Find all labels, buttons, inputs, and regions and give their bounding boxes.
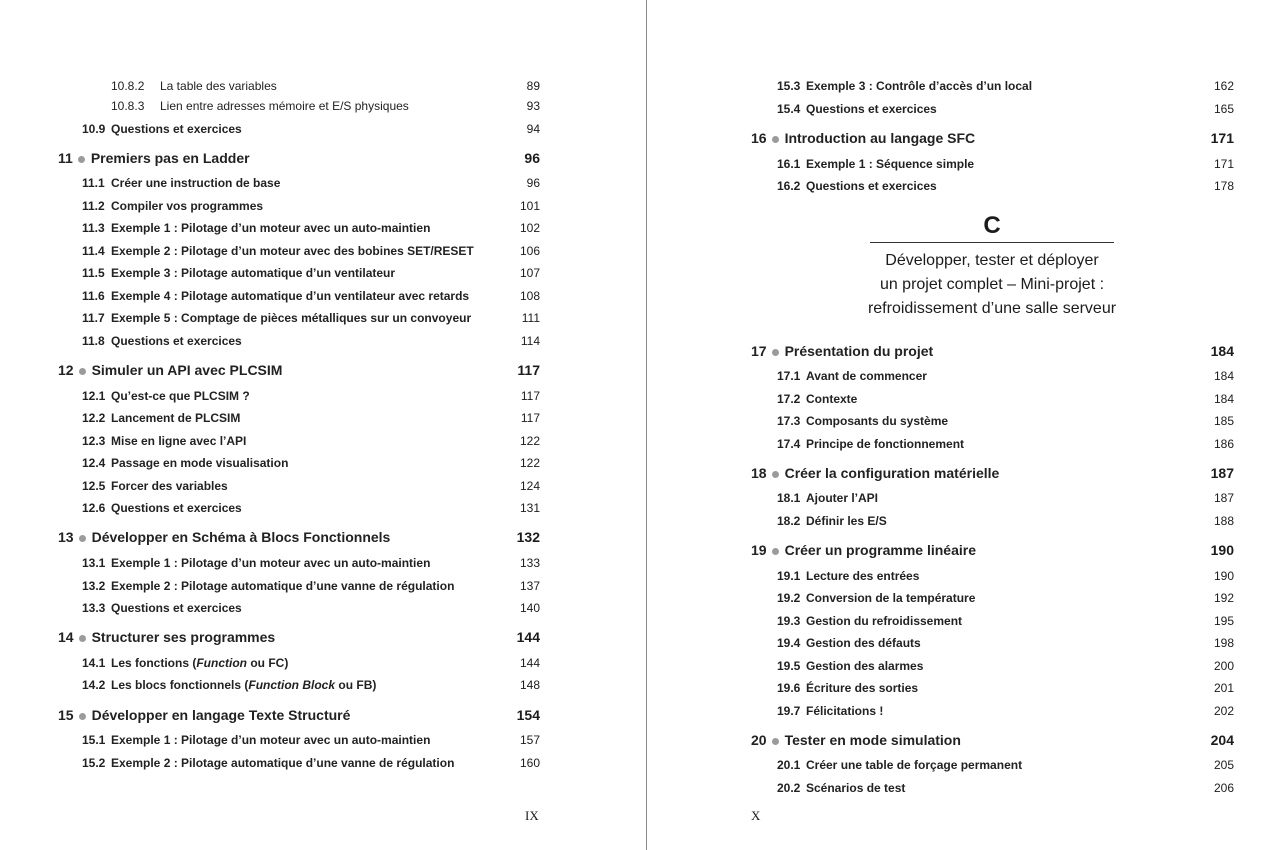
toc-section-entry bbox=[777, 511, 1234, 531]
toc-title: Créer un programme linéaire bbox=[784, 542, 976, 558]
toc-number: 16 bbox=[751, 130, 767, 146]
toc-title: Tester en mode simulation bbox=[784, 732, 961, 748]
toc-page-number: 96 bbox=[526, 176, 540, 190]
toc-page-number: 188 bbox=[1213, 514, 1234, 528]
toc-number: 13.3 bbox=[82, 601, 106, 615]
toc-section-entry bbox=[82, 576, 540, 596]
toc-number: 19.5 bbox=[777, 659, 801, 673]
toc-chapter-entry bbox=[751, 728, 1234, 752]
toc-section-entry bbox=[82, 753, 540, 773]
toc-chapter-entry bbox=[751, 538, 1234, 562]
toc-section-entry bbox=[777, 588, 1234, 608]
toc-number: 18.2 bbox=[777, 514, 801, 528]
toc-page-number: 106 bbox=[519, 244, 540, 258]
toc-number: 19.3 bbox=[777, 614, 801, 628]
toc-number: 15.4 bbox=[777, 102, 801, 116]
toc-page-number: 171 bbox=[1213, 157, 1234, 171]
toc-title: Composants du système bbox=[806, 414, 949, 428]
toc-number: 19.4 bbox=[777, 636, 801, 650]
toc-section-entry bbox=[82, 598, 540, 618]
toc-section-entry bbox=[82, 119, 540, 139]
toc-number: 19.2 bbox=[777, 591, 801, 605]
toc-title: Exemple 2 : Pilotage automatique d’une vanne de régulation bbox=[111, 756, 455, 770]
toc-page-number: 101 bbox=[519, 199, 540, 213]
toc-page-number: 140 bbox=[519, 601, 540, 615]
toc-title: Exemple 3 : Pilotage automatique d’un ventilateur bbox=[111, 266, 396, 280]
toc-title: Qu’est-ce que PLCSIM ? bbox=[111, 389, 250, 403]
toc-page-number: 192 bbox=[1213, 591, 1234, 605]
toc-section-entry bbox=[777, 678, 1234, 698]
toc-page-number: 154 bbox=[516, 707, 540, 723]
toc-section-entry bbox=[777, 411, 1234, 431]
toc-title-part: ou FB) bbox=[335, 678, 377, 692]
toc-title: Mise en ligne avec l’API bbox=[111, 434, 247, 448]
toc-section-entry bbox=[777, 755, 1234, 775]
toc-number: 12.2 bbox=[82, 411, 106, 425]
toc-title: Gestion du refroidissement bbox=[806, 614, 963, 628]
toc-number: 10.8.2 bbox=[111, 79, 145, 93]
toc-title: Exemple 1 : Séquence simple bbox=[806, 157, 975, 171]
toc-number: 19.6 bbox=[777, 681, 801, 695]
toc-page-number: 111 bbox=[521, 311, 540, 325]
toc-title: Conversion de la température bbox=[806, 591, 976, 605]
toc-number: 13 bbox=[58, 529, 74, 545]
toc-page-number: 132 bbox=[516, 529, 540, 545]
toc-title: Forcer des variables bbox=[111, 479, 228, 493]
toc-number: 11.3 bbox=[82, 221, 105, 235]
toc-page-number: 160 bbox=[519, 756, 540, 770]
toc-section-entry bbox=[82, 476, 540, 496]
toc-section-entry bbox=[82, 331, 540, 351]
toc-section-entry bbox=[777, 389, 1234, 409]
toc-section-entry bbox=[82, 218, 540, 238]
toc-section-entry bbox=[82, 453, 540, 473]
toc-section-entry bbox=[777, 611, 1234, 631]
toc-title: Scénarios de test bbox=[806, 781, 906, 795]
toc-title: Questions et exercices bbox=[111, 501, 242, 515]
toc-page-number: 122 bbox=[519, 434, 540, 448]
toc-title: Écriture des sorties bbox=[806, 681, 919, 695]
toc-title: Questions et exercices bbox=[806, 102, 937, 116]
toc-page-number: 171 bbox=[1210, 130, 1234, 146]
toc-chapter-entry bbox=[58, 525, 540, 549]
toc-section-entry bbox=[82, 263, 540, 283]
toc-page-number: 185 bbox=[1213, 414, 1234, 428]
toc-section-entry bbox=[777, 154, 1234, 174]
toc-title: Développer en langage Texte Structuré bbox=[91, 707, 351, 723]
toc-number: 19 bbox=[751, 542, 767, 558]
toc-number: 17 bbox=[751, 343, 767, 359]
part-rule bbox=[870, 242, 1114, 243]
toc-title: Exemple 1 : Pilotage d’un moteur avec un auto-maintien bbox=[111, 221, 431, 235]
toc-number: 13.1 bbox=[82, 556, 106, 570]
toc-number: 11.5 bbox=[82, 266, 105, 280]
toc-page-number: 200 bbox=[1213, 659, 1234, 673]
toc-chapter-entry bbox=[58, 146, 540, 170]
toc-title: Structurer ses programmes bbox=[91, 629, 276, 645]
part-title-line: refroidissement d’une salle serveur bbox=[867, 300, 1117, 317]
bullet-dot-icon bbox=[772, 349, 779, 356]
toc-number: 11.1 bbox=[82, 176, 105, 190]
toc-title: Développer en Schéma à Blocs Fonctionnels bbox=[91, 529, 391, 545]
toc-number: 11.7 bbox=[82, 311, 105, 325]
toc-page-number: 165 bbox=[1213, 102, 1234, 116]
toc-title: Créer une instruction de base bbox=[111, 176, 281, 190]
toc-section-entry bbox=[82, 431, 540, 451]
toc-title: La table des variables bbox=[160, 79, 277, 93]
toc-number: 20.2 bbox=[777, 781, 801, 795]
toc-number: 12.1 bbox=[82, 389, 106, 403]
toc-title: Exemple 1 : Pilotage d’un moteur avec un auto-maintien bbox=[111, 556, 431, 570]
toc-title: Questions et exercices bbox=[111, 601, 242, 615]
toc-chapter-entry bbox=[58, 625, 540, 649]
toc-page-number: 96 bbox=[524, 150, 540, 166]
toc-number: 11.2 bbox=[82, 199, 105, 213]
toc-title: Simuler un API avec PLCSIM bbox=[91, 362, 283, 378]
toc-number: 15.3 bbox=[777, 79, 801, 93]
toc-number: 17.3 bbox=[777, 414, 801, 428]
part-letter: C bbox=[983, 212, 1001, 239]
toc-page-number: 117 bbox=[517, 362, 540, 378]
toc-section-entry bbox=[111, 96, 540, 116]
toc-section-entry bbox=[82, 675, 540, 695]
toc-section-entry bbox=[777, 656, 1234, 676]
toc-page-number: 186 bbox=[1213, 437, 1234, 451]
toc-chapter-entry bbox=[751, 461, 1234, 485]
bullet-dot-icon bbox=[772, 548, 779, 555]
toc-section-entry bbox=[777, 633, 1234, 653]
toc-page-number: 117 bbox=[520, 411, 540, 425]
toc-title: Exemple 5 : Comptage de pièces métalliques sur un convoyeur bbox=[111, 311, 472, 325]
toc-title: Questions et exercices bbox=[806, 179, 937, 193]
toc-page-number: 162 bbox=[1213, 79, 1234, 93]
part-heading bbox=[867, 212, 1117, 321]
toc-section-entry bbox=[777, 176, 1234, 196]
toc-number: 13.2 bbox=[82, 579, 106, 593]
bullet-dot-icon bbox=[79, 535, 86, 542]
bullet-dot-icon bbox=[772, 136, 779, 143]
toc-number: 18.1 bbox=[777, 491, 801, 505]
toc-page-number: 187 bbox=[1210, 465, 1234, 481]
toc-chapter-entry bbox=[58, 703, 540, 727]
toc-section-entry bbox=[777, 488, 1234, 508]
toc-title: Passage en mode visualisation bbox=[111, 456, 289, 470]
toc-number: 11.8 bbox=[82, 334, 105, 348]
toc-chapter-entry bbox=[58, 358, 540, 382]
toc-number: 12 bbox=[58, 362, 74, 378]
toc-page-number: 108 bbox=[519, 289, 540, 303]
toc-number: 17.1 bbox=[777, 369, 801, 383]
part-title bbox=[867, 249, 1117, 321]
toc-number: 12.6 bbox=[82, 501, 106, 515]
toc-page-number: 122 bbox=[519, 456, 540, 470]
toc-page-number: 137 bbox=[519, 579, 540, 593]
toc-number: 16.2 bbox=[777, 179, 801, 193]
toc-title: Ajouter l’API bbox=[806, 491, 879, 505]
toc-page-number: 190 bbox=[1210, 542, 1234, 558]
toc-number: 20 bbox=[751, 732, 767, 748]
toc-number: 19.7 bbox=[777, 704, 801, 718]
toc-title: Lecture des entrées bbox=[806, 569, 920, 583]
toc-chapter-entry bbox=[751, 339, 1234, 363]
toc-title: Félicitations ! bbox=[806, 704, 884, 718]
toc-page-number: 205 bbox=[1213, 758, 1234, 772]
toc-number: 15.1 bbox=[82, 733, 106, 747]
toc-page-number: 124 bbox=[519, 479, 540, 493]
toc-page-number: 89 bbox=[526, 79, 540, 93]
toc-section-entry bbox=[777, 434, 1234, 454]
toc-title: Exemple 1 : Pilotage d’un moteur avec un auto-maintien bbox=[111, 733, 431, 747]
toc-number: 15.2 bbox=[82, 756, 106, 770]
bullet-dot-icon bbox=[78, 156, 85, 163]
toc-number: 12.4 bbox=[82, 456, 106, 470]
toc-number: 14 bbox=[58, 629, 74, 645]
toc-page-number: 195 bbox=[1213, 614, 1234, 628]
bullet-dot-icon bbox=[772, 471, 779, 478]
toc-section-entry bbox=[777, 701, 1234, 721]
toc-title: Exemple 2 : Pilotage d’un moteur avec des bobines SET/RESET bbox=[111, 244, 474, 258]
toc-title: Questions et exercices bbox=[111, 334, 242, 348]
toc-page-number: 204 bbox=[1210, 732, 1234, 748]
toc-section-entry bbox=[82, 286, 540, 306]
toc-page-number: 114 bbox=[520, 334, 540, 348]
page-number-right: X bbox=[751, 808, 761, 823]
toc-number: 18 bbox=[751, 465, 767, 481]
right-page bbox=[647, 0, 1284, 850]
bullet-dot-icon bbox=[772, 738, 779, 745]
toc-number: 14.2 bbox=[82, 678, 106, 692]
toc-page-number: 93 bbox=[526, 99, 540, 113]
toc-title: Lancement de PLCSIM bbox=[111, 411, 241, 425]
toc-section-entry bbox=[82, 498, 540, 518]
bullet-dot-icon bbox=[79, 368, 86, 375]
toc-page-number: 187 bbox=[1213, 491, 1234, 505]
toc-section-entry bbox=[777, 76, 1234, 96]
toc-page-number: 107 bbox=[519, 266, 540, 280]
toc-title: Créer une table de forçage permanent bbox=[806, 758, 1023, 772]
toc-title: Créer la configuration matérielle bbox=[784, 465, 1000, 481]
toc-section-entry bbox=[777, 99, 1234, 119]
toc-title bbox=[111, 653, 288, 673]
page-number-left: IX bbox=[525, 808, 539, 823]
toc-page-number: 148 bbox=[519, 678, 540, 692]
toc-number: 11.4 bbox=[82, 244, 105, 258]
toc-title: Exemple 3 : Contrôle d’accès d’un local bbox=[806, 79, 1033, 93]
toc-section-entry bbox=[82, 653, 540, 673]
toc-chapter-entry bbox=[751, 126, 1234, 150]
toc-section-entry bbox=[777, 366, 1234, 386]
toc-number: 10.9 bbox=[82, 122, 106, 136]
toc-section-entry bbox=[82, 730, 540, 750]
toc-page-number: 144 bbox=[519, 656, 540, 670]
toc-section-entry bbox=[82, 308, 540, 328]
toc-title-italic: Function bbox=[196, 656, 247, 670]
toc-page-number: 198 bbox=[1213, 636, 1234, 650]
toc-number: 16.1 bbox=[777, 157, 801, 171]
toc-title bbox=[111, 675, 376, 695]
toc-section-entry bbox=[82, 196, 540, 216]
toc-section-entry bbox=[82, 386, 540, 406]
toc-number: 12.5 bbox=[82, 479, 106, 493]
toc-number: 17.2 bbox=[777, 392, 801, 406]
toc-number: 11.6 bbox=[82, 289, 105, 303]
toc-title: Définir les E/S bbox=[806, 514, 887, 528]
toc-page-number: 131 bbox=[519, 501, 540, 515]
toc-section-entry bbox=[82, 241, 540, 261]
toc-title: Présentation du projet bbox=[784, 343, 934, 359]
toc-title: Questions et exercices bbox=[111, 122, 242, 136]
toc-number: 17.4 bbox=[777, 437, 801, 451]
toc-title: Exemple 4 : Pilotage automatique d’un ventilateur avec retards bbox=[111, 289, 470, 303]
toc-number: 12.3 bbox=[82, 434, 106, 448]
toc-title: Gestion des défauts bbox=[806, 636, 921, 650]
part-title-line: Développer, tester et déployer bbox=[885, 252, 1099, 269]
toc-page-number: 201 bbox=[1213, 681, 1234, 695]
toc-page-number: 133 bbox=[519, 556, 540, 570]
toc-page-number: 190 bbox=[1213, 569, 1234, 583]
toc-title-italic: Function Block bbox=[248, 678, 336, 692]
toc-section-entry bbox=[82, 553, 540, 573]
toc-section-entry bbox=[111, 76, 540, 96]
toc-number: 10.8.3 bbox=[111, 99, 145, 113]
toc-page-number: 184 bbox=[1210, 343, 1234, 359]
toc-title: Avant de commencer bbox=[806, 369, 927, 383]
toc-title-part: Les blocs fonctionnels ( bbox=[111, 678, 249, 692]
toc-title: Contexte bbox=[806, 392, 858, 406]
toc-page-number: 157 bbox=[519, 733, 540, 747]
toc-title: Lien entre adresses mémoire et E/S physiques bbox=[160, 99, 409, 113]
toc-title: Compiler vos programmes bbox=[111, 199, 264, 213]
toc-title: Exemple 2 : Pilotage automatique d’une vanne de régulation bbox=[111, 579, 455, 593]
toc-title-part: Les fonctions ( bbox=[111, 656, 197, 670]
toc-title: Gestion des alarmes bbox=[806, 659, 924, 673]
toc-page-number: 184 bbox=[1213, 392, 1234, 406]
toc-page-number: 94 bbox=[526, 122, 540, 136]
toc-section-entry bbox=[777, 778, 1234, 798]
bullet-dot-icon bbox=[79, 713, 86, 720]
toc-page-number: 206 bbox=[1213, 781, 1234, 795]
toc-page-number: 117 bbox=[520, 389, 540, 403]
toc-page-number: 184 bbox=[1213, 369, 1234, 383]
toc-number: 15 bbox=[58, 707, 74, 723]
bullet-dot-icon bbox=[79, 635, 86, 642]
toc-title: Principe de fonctionnement bbox=[806, 437, 965, 451]
toc-title: Introduction au langage SFC bbox=[784, 130, 976, 146]
toc-section-entry bbox=[82, 173, 540, 193]
toc-page-number: 102 bbox=[519, 221, 540, 235]
toc-number: 20.1 bbox=[777, 758, 801, 772]
toc-page-number: 202 bbox=[1213, 704, 1234, 718]
toc-page-number: 178 bbox=[1213, 179, 1234, 193]
toc-title: Premiers pas en Ladder bbox=[90, 150, 250, 166]
toc-section-entry bbox=[82, 408, 540, 428]
toc-number: 14.1 bbox=[82, 656, 106, 670]
toc-number: 11 bbox=[58, 150, 73, 166]
toc-title-part: ou FC) bbox=[247, 656, 289, 670]
toc-page-number: 144 bbox=[516, 629, 540, 645]
toc-section-entry bbox=[777, 566, 1234, 586]
toc-number: 19.1 bbox=[777, 569, 801, 583]
part-title-line: un projet complet – Mini-projet : bbox=[879, 276, 1105, 293]
